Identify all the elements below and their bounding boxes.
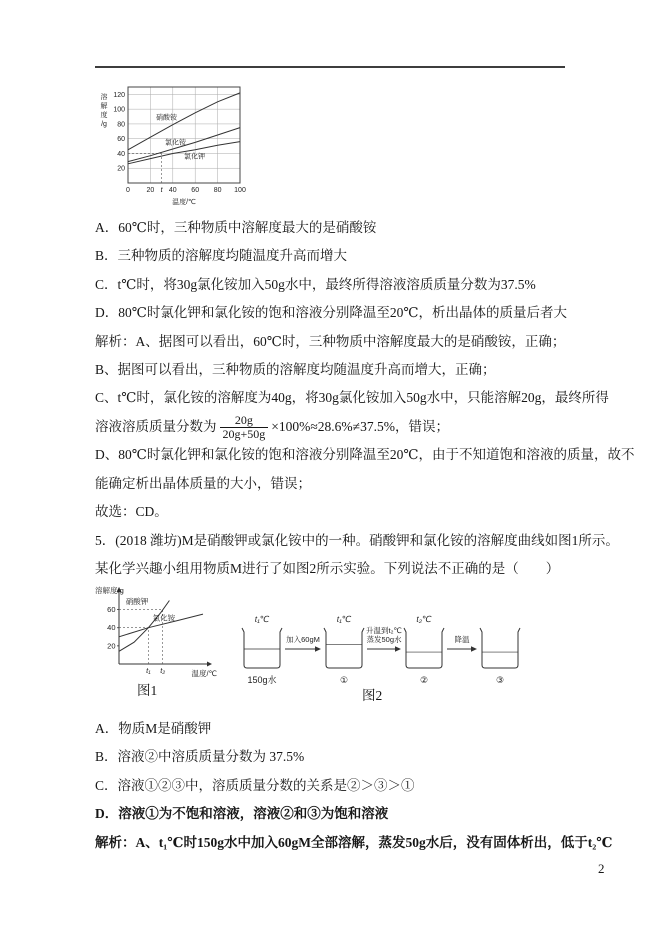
y-tick-label: 20	[107, 641, 116, 651]
beaker-temp-label: t₂℃	[416, 614, 432, 624]
page-number: 2	[598, 861, 605, 876]
beaker-label: ①	[339, 675, 349, 685]
x-tick-label: t₂	[160, 666, 166, 675]
q4-option-a: A．60℃时，三种物质中溶解度最大的是硝酸铵	[95, 220, 377, 235]
process-arrow-head	[315, 646, 321, 652]
process-arrow-label: 升温到t₂℃	[366, 626, 402, 635]
q4-option-c: C．t℃时，将30g氯化铵加入50g水中，最终所得溶液溶质质量分数为37.5%	[95, 276, 536, 292]
q5-stem-line-1: 5．(2018 潍坊)M是硝酸钾或氯化铵中的一种。硝酸钾和氯化铵的溶解度曲线如图1所示。	[95, 532, 619, 548]
y-tick-label: 40	[107, 623, 116, 633]
fig2-experiment-diagram	[222, 586, 532, 696]
beaker-label: ②	[419, 675, 429, 685]
q4-solubility-chart	[94, 79, 249, 209]
x-tick-label: 20	[146, 187, 155, 194]
beaker-temp-label: t₁℃	[254, 614, 270, 624]
beaker	[324, 628, 364, 668]
x-axis-arrow	[207, 662, 212, 667]
y-tick-label: 20	[117, 165, 125, 173]
y-tick-label: 120	[113, 91, 125, 99]
y-axis-label: 溶解度/g	[95, 586, 124, 595]
y-axis-label: 溶解度/g	[100, 94, 108, 128]
beaker-temp-label: t₁℃	[336, 614, 352, 624]
fig2-caption: 图2	[362, 688, 383, 703]
q4-analysis-line-2: B、据图可以看出，三种物质的溶解度均随温度升高而增大，正确；	[95, 362, 496, 378]
q4-option-d: D．80℃时氯化钾和氯化铵的饱和溶液分别降温至20℃，析出晶体的质量后者大	[95, 305, 567, 321]
q5-stem-line-2: 某化学兴趣小组用物质M进行了如图2所示实验。下列说法不正确的是（ ）	[95, 561, 560, 577]
process-arrow-label: 加入60gM	[286, 635, 320, 644]
y-tick-label: 60	[107, 605, 116, 615]
q4-analysis-line-5: D、80℃时氯化钾和氯化铵的饱和溶液分别降温至20℃，由于不知道饱和溶液的质量，故不	[95, 447, 635, 463]
beaker	[242, 628, 282, 668]
curve-label: 氯化钾	[184, 153, 205, 161]
x-tick-label: 60	[191, 187, 200, 194]
curve-label: 氯化铵	[164, 139, 186, 147]
q5-option-a: A．物质M是硝酸钾	[95, 721, 212, 736]
q5-text-block	[95, 715, 613, 857]
fraction-numerator: 20g	[220, 414, 269, 428]
q4-analysis-fraction-line	[95, 413, 581, 442]
q5-analysis-line-1: 解析：A、t₁℃时150g水中加入60gM全部溶解，蒸发50g水后，没有固体析出，低于t₂℃	[95, 834, 613, 850]
x-axis-label: 温度/℃	[191, 669, 217, 678]
process-arrow-label: 蒸发50g水	[366, 635, 402, 644]
y-tick-label: 60	[117, 136, 125, 144]
x-tick-label: 80	[213, 187, 222, 194]
mass-fraction	[220, 414, 269, 441]
curve-硝酸钾	[119, 601, 169, 652]
x-tick-label: 0	[126, 187, 130, 194]
q4-text-block	[95, 214, 635, 583]
x-tick-label: 40	[168, 187, 177, 194]
curve-label: 硝酸钾	[125, 597, 149, 607]
process-arrow-label: 降温	[454, 635, 470, 644]
q5-option-c: C．溶液①②③中，溶质质量分数的关系是②＞③＞①	[95, 777, 415, 793]
q4-answer: 故选：CD。	[95, 504, 168, 520]
q4-analysis-line-1: 解析：A、据图可以看出，60℃时，三种物质中溶解度最大的是硝酸铵，正确；	[95, 333, 566, 349]
curve-label: 硝酸铵	[156, 114, 177, 122]
y-tick-label: 40	[117, 150, 125, 158]
fraction-prefix: 溶液溶质质量分数为	[95, 418, 217, 434]
y-tick-label: 80	[117, 121, 125, 129]
x-axis-label: 温度/℃	[172, 199, 196, 206]
beaker-label: ③	[495, 675, 505, 685]
plot-border	[128, 87, 240, 183]
beaker	[480, 628, 520, 668]
beaker	[404, 628, 444, 668]
q5-option-b: B．溶液②中溶质质量分数为 37.5%	[95, 749, 305, 765]
x-tick-label-t: t	[160, 187, 163, 194]
process-arrow-head	[395, 646, 401, 652]
process-arrow-head	[471, 646, 477, 652]
curve-label: 氯化铵	[152, 613, 176, 623]
q4-option-b: B．三种物质的溶解度均随温度升高而增大	[95, 248, 348, 264]
fraction-suffix: ×100%≈28.6%≠37.5%，错误；	[271, 418, 449, 434]
y-tick-label: 100	[113, 106, 125, 114]
top-rule	[95, 66, 565, 68]
fraction-denominator: 20g+50g	[222, 427, 266, 442]
x-tick-label: t₁	[146, 666, 151, 675]
fig1-solubility-chart	[93, 584, 218, 689]
x-tick-label: 100	[234, 187, 246, 194]
beaker-label: 150g水	[247, 675, 277, 685]
q5-option-d: D．溶液①为不饱和溶液，溶液②和③为饱和溶液	[95, 806, 389, 822]
q4-analysis-line-3: C、t℃时，氯化铵的溶解度为40g，将30g氯化铵加入50g水中，只能溶解20g，最终所得	[95, 390, 609, 406]
q4-analysis-line-6: 能确定析出晶体质量的大小，错误；	[95, 475, 311, 491]
fig1-caption: 图1	[137, 683, 158, 698]
